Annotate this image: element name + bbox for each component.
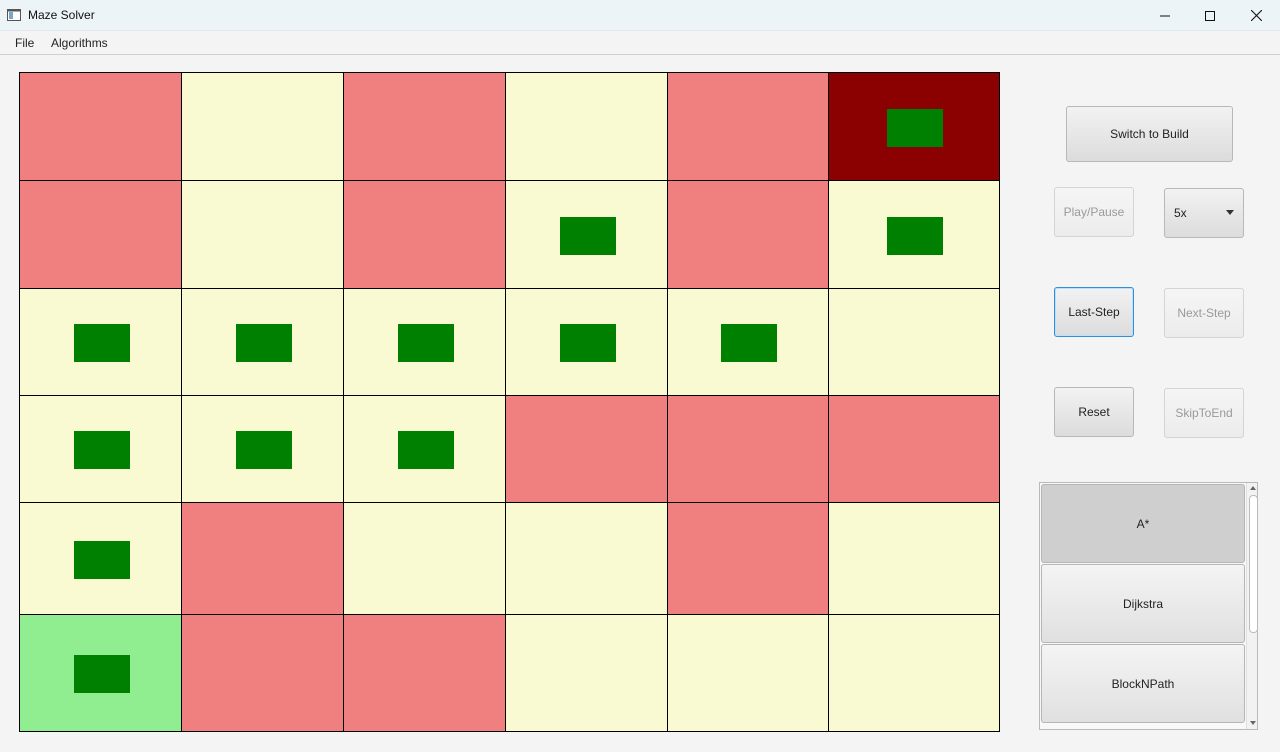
maze-grid[interactable] (19, 72, 999, 731)
close-button[interactable] (1233, 0, 1279, 31)
maze-cell-wall[interactable] (667, 502, 829, 615)
last-step-button[interactable]: Last-Step (1054, 287, 1134, 337)
path-marker (887, 109, 943, 147)
list-scrollbar[interactable] (1246, 483, 1258, 729)
maze-cell-wall[interactable] (667, 72, 829, 181)
path-marker (74, 324, 130, 362)
scroll-thumb[interactable] (1249, 495, 1258, 633)
maximize-icon (1205, 11, 1215, 21)
maze-cell-open[interactable] (505, 502, 668, 615)
path-marker (74, 541, 130, 579)
path-marker (560, 217, 616, 255)
maze-cell-open[interactable] (505, 72, 668, 181)
title-bar (0, 0, 1280, 31)
skip-to-end-button[interactable]: SkipToEnd (1164, 388, 1244, 438)
maze-cell-open[interactable] (505, 614, 668, 732)
window-title: Maze Solver (28, 8, 95, 22)
maximize-button[interactable] (1187, 0, 1233, 31)
maze-cell-open[interactable] (343, 288, 506, 396)
maze-cell-open[interactable] (343, 395, 506, 503)
scroll-up-icon[interactable] (1250, 486, 1256, 490)
path-marker (398, 324, 454, 362)
algorithm-item-astar[interactable]: A* (1041, 484, 1245, 563)
maze-cell-open[interactable] (828, 180, 1000, 289)
algorithm-item-dijkstra[interactable]: Dijkstra (1041, 564, 1245, 643)
maze-cell-wall[interactable] (181, 502, 344, 615)
maze-cell-open[interactable] (181, 395, 344, 503)
minimize-button[interactable] (1142, 0, 1188, 31)
app-window-icon (7, 9, 21, 21)
maze-cell-wall[interactable] (343, 614, 506, 732)
path-marker (74, 655, 130, 693)
switch-to-build-button[interactable]: Switch to Build (1066, 106, 1233, 162)
menu-file[interactable]: File (15, 36, 35, 50)
maze-cell-wall[interactable] (667, 180, 829, 289)
algorithm-item-blocknpath[interactable]: BlockNPath (1041, 644, 1245, 723)
close-icon (1251, 10, 1262, 21)
maze-cell-open[interactable] (343, 502, 506, 615)
maze-cell-open[interactable] (181, 288, 344, 396)
algorithm-list[interactable] (1039, 482, 1258, 730)
menu-bar (0, 31, 1280, 55)
maze-cell-start[interactable] (19, 614, 182, 732)
maze-cell-open[interactable] (19, 395, 182, 503)
maze-cell-open[interactable] (667, 288, 829, 396)
scroll-down-icon[interactable] (1250, 721, 1256, 725)
maze-cell-open[interactable] (667, 614, 829, 732)
maze-cell-open[interactable] (181, 72, 344, 181)
maze-cell-wall[interactable] (19, 72, 182, 181)
path-marker (236, 431, 292, 469)
path-marker (560, 324, 616, 362)
speed-select-value: 5x (1174, 206, 1187, 220)
reset-button[interactable]: Reset (1054, 387, 1134, 437)
maze-cell-wall[interactable] (181, 614, 344, 732)
maze-cell-wall[interactable] (667, 395, 829, 503)
path-marker (887, 217, 943, 255)
chevron-down-icon (1226, 210, 1234, 215)
maze-cell-wall[interactable] (505, 395, 668, 503)
maze-cell-open[interactable] (19, 288, 182, 396)
maze-cell-goal[interactable] (828, 72, 1000, 181)
maze-cell-open[interactable] (828, 288, 1000, 396)
maze-cell-open[interactable] (19, 502, 182, 615)
maze-cell-wall[interactable] (828, 395, 1000, 503)
play-pause-button[interactable]: Play/Pause (1054, 187, 1134, 237)
path-marker (398, 431, 454, 469)
speed-select[interactable] (1164, 188, 1244, 238)
maze-cell-open[interactable] (828, 502, 1000, 615)
maze-cell-open[interactable] (505, 288, 668, 396)
maze-cell-wall[interactable] (343, 180, 506, 289)
minimize-icon (1160, 11, 1170, 21)
path-marker (74, 431, 130, 469)
menu-algorithms[interactable]: Algorithms (51, 36, 108, 50)
maze-cell-open[interactable] (828, 614, 1000, 732)
maze-cell-wall[interactable] (343, 72, 506, 181)
maze-cell-wall[interactable] (19, 180, 182, 289)
maze-cell-open[interactable] (505, 180, 668, 289)
path-marker (721, 324, 777, 362)
maze-cell-open[interactable] (181, 180, 344, 289)
path-marker (236, 324, 292, 362)
next-step-button[interactable]: Next-Step (1164, 288, 1244, 338)
